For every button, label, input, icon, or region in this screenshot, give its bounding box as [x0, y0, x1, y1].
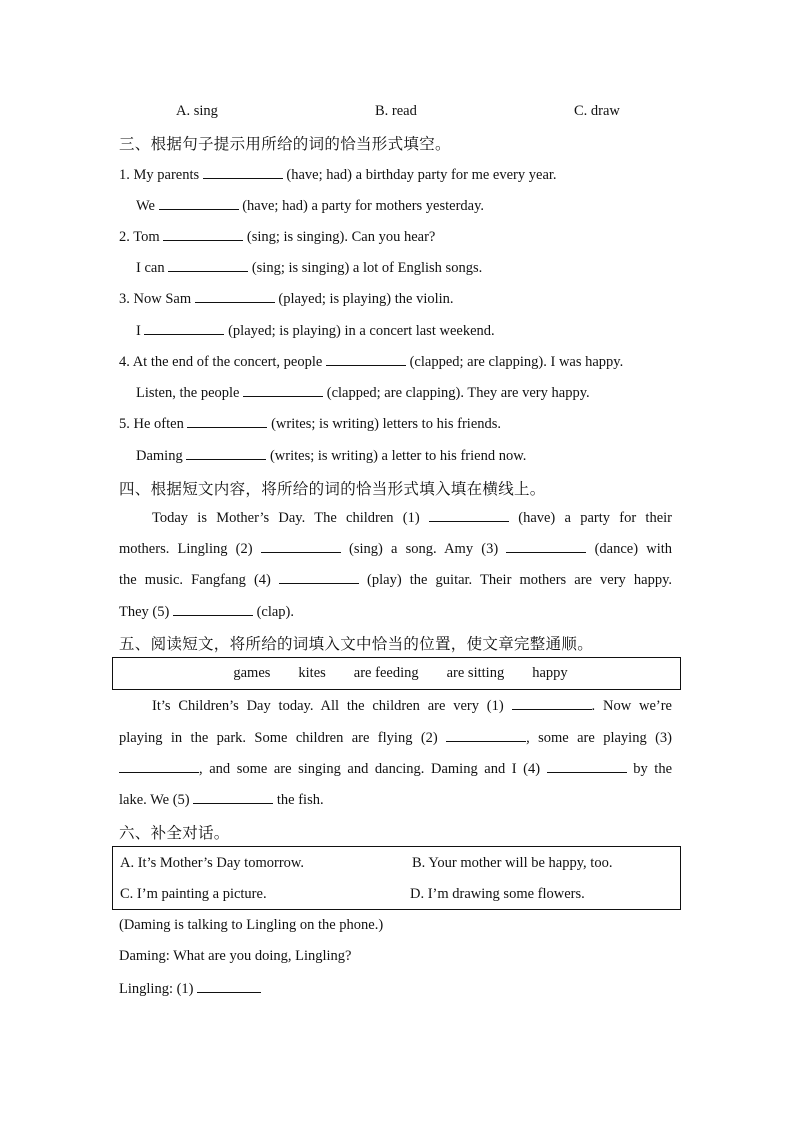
dialog-option-c: C. I’m painting a picture. — [120, 886, 267, 902]
answer-blank[interactable] — [429, 509, 509, 522]
option-c: C. draw — [574, 103, 620, 119]
answer-blank[interactable] — [187, 415, 267, 428]
answer-blank[interactable] — [119, 760, 199, 773]
s4-line3: the music. Fangfang (4) (play) the guitar. Their mothers are very happy. — [119, 572, 673, 588]
answer-blank[interactable] — [159, 197, 239, 210]
s5-line1: It’s Children’s Day today. All the children are very (1) . Now we’re — [152, 698, 672, 714]
answer-blank[interactable] — [163, 228, 243, 241]
word-bank-item: games — [233, 665, 271, 681]
word-bank-item: kites — [298, 665, 326, 681]
dialog-option-d: D. I’m drawing some flowers. — [410, 886, 585, 902]
dialog-line-2: Daming: What are you doing, Lingling? — [119, 948, 352, 964]
answer-blank[interactable] — [195, 290, 275, 303]
section5-heading: 五、阅读短文，将所给的词填入文中恰当的位置，使文章完整通顺。 — [119, 635, 594, 653]
s3-item2-b: I can (sing; is singing) a lot of English songs. — [136, 260, 483, 276]
dialog-option-a: A. It’s Mother’s Day tomorrow. — [120, 855, 305, 871]
s3-item4-a: 4. At the end of the concert, people (clapped; are clapping). I was happy. — [119, 354, 624, 370]
answer-blank[interactable] — [243, 384, 323, 397]
section6-heading: 六、补全对话。 — [119, 824, 230, 842]
answer-blank[interactable] — [547, 760, 627, 773]
answer-blank[interactable] — [173, 603, 253, 616]
answer-blank[interactable] — [512, 697, 592, 710]
answer-blank[interactable] — [186, 447, 266, 460]
s4-line1: Today is Mother’s Day. The children (1) (have) a party for their — [152, 510, 673, 526]
option-a: A. sing — [176, 103, 218, 119]
s3-item3-b: I (played; is playing) in a concert last weekend. — [136, 323, 495, 339]
s3-item2-a: 2. Tom (sing; is singing). Can you hear? — [119, 229, 436, 245]
dialog-line-1: (Daming is talking to Lingling on the phone.) — [119, 917, 384, 933]
dialog-options-box — [112, 846, 681, 910]
answer-blank[interactable] — [279, 571, 359, 584]
word-bank-item: are feeding — [353, 665, 419, 681]
word-bank-item: are sitting — [446, 665, 505, 681]
s3-item4-b: Listen, the people (clapped; are clapping). They are very happy. — [136, 385, 590, 401]
s4-line4: They (5) (clap). — [119, 604, 295, 620]
s5-line3: , and some are singing and dancing. Daming and I (4) by the — [119, 760, 672, 778]
s3-item3-a: 3. Now Sam (played; is playing) the violin. — [119, 291, 454, 307]
answer-blank[interactable] — [326, 353, 406, 366]
answer-blank[interactable] — [446, 729, 526, 742]
answer-blank[interactable] — [193, 791, 273, 804]
answer-blank[interactable] — [197, 980, 261, 993]
s4-line2: mothers. Lingling (2) (sing) a song. Amy (3) (dance) with — [119, 541, 673, 557]
word-bank-item: happy — [532, 665, 568, 681]
s3-item5-a: 5. He often (writes; is writing) letters to his friends. — [119, 416, 502, 432]
word-bank-box — [112, 657, 681, 690]
answer-blank[interactable] — [261, 540, 341, 553]
option-b: B. read — [375, 103, 417, 119]
answer-blank[interactable] — [144, 322, 224, 335]
s5-line2: playing in the park. Some children are flying (2) , some are playing (3) — [119, 730, 672, 746]
dialog-option-b: B. Your mother will be happy, too. — [412, 855, 613, 871]
s3-item1-b: We (have; had) a party for mothers yesterday. — [136, 198, 485, 214]
dialog-line-3: Lingling: (1) — [119, 980, 261, 998]
answer-blank[interactable] — [168, 259, 248, 272]
s5-line4: lake. We (5) the fish. — [119, 792, 324, 808]
s3-item1-a: 1. My parents (have; had) a birthday party for me every year. — [119, 167, 557, 183]
section4-heading: 四、根据短文内容，将所给的词的恰当形式填入填在横线上。 — [119, 480, 546, 498]
s3-item5-b: Daming (writes; is writing) a letter to his friend now. — [136, 448, 527, 464]
answer-blank[interactable] — [506, 540, 586, 553]
section3-heading: 三、根据句子提示用所给的词的恰当形式填空。 — [119, 135, 451, 153]
answer-blank[interactable] — [203, 166, 283, 179]
